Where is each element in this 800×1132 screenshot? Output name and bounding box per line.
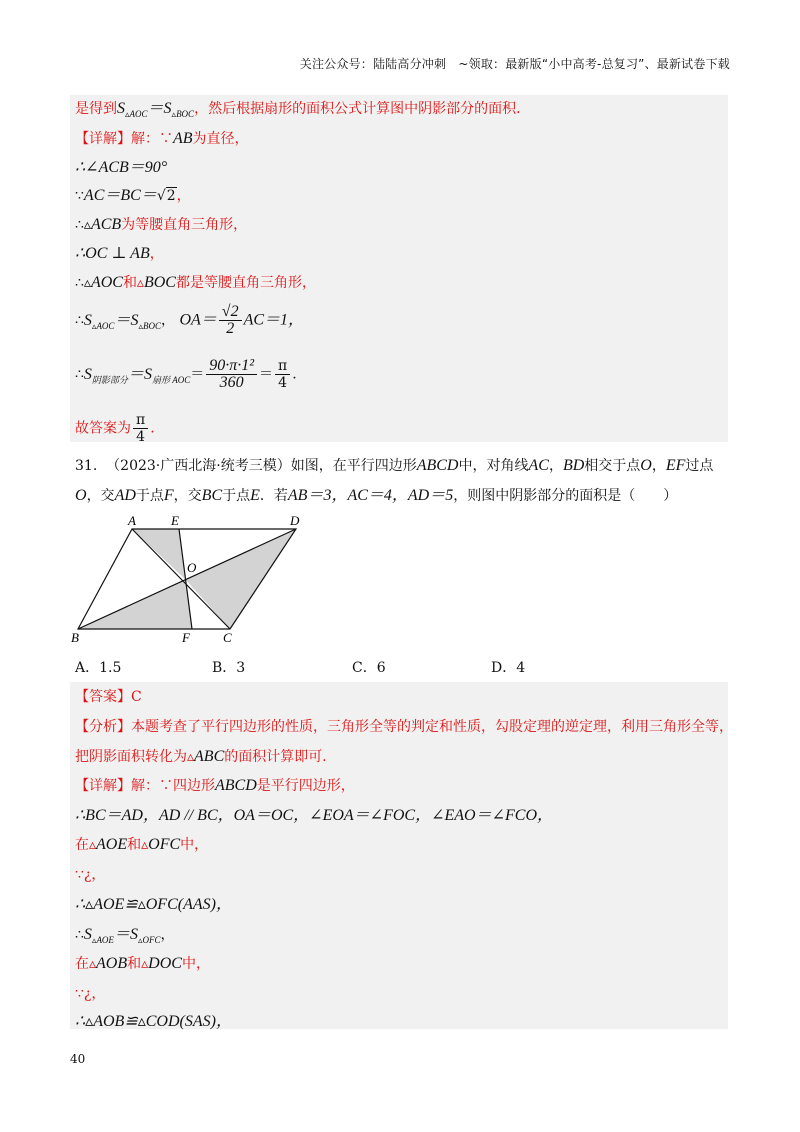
prev-line-8: $\therefore S_{▵AOC}=S_{▵BOC}$， OA＝ $\frac{√2}{2}$ AC＝1，	[75, 303, 305, 337]
detail-line-1: 【详解】解：∵四边形ABCD是平行四边形，	[75, 777, 355, 794]
label-d: D	[290, 513, 300, 528]
page-number: 40	[70, 1052, 86, 1066]
detail-line-4: ∵¿，	[75, 867, 106, 883]
choice-a[interactable]: A．1.5	[75, 660, 122, 676]
page-header: 关注公众号：陆陆高分冲刺 ~领取：最新版“小中高考-总复习”、最新试卷下载	[299, 57, 730, 71]
prev-answer-line: 故答案为 $\frac{\pi}{4}$ .	[75, 412, 155, 445]
choice-b[interactable]: B．3	[212, 660, 246, 676]
parallelogram-figure	[70, 512, 320, 647]
label-o: O	[187, 560, 197, 575]
question-line-1: 31. （2023·广西北海·统考三模）如图，在平行四边形ABCD中，对角线AC，BD相交于点O，EF过点	[75, 457, 714, 474]
label-b: B	[71, 630, 79, 645]
prev-line-1: 是得到$S_{▵AOC}=S_{▵BOC}$，然后根据扇形的面积公式计算图中阴影部分的面积．	[75, 100, 531, 119]
choice-d[interactable]: D．4	[491, 660, 526, 676]
analysis-line-1: 【分析】本题考查了平行四边形的性质，三角形全等的判定和性质，勾股定理的逆定理，利用三角形全等，	[75, 719, 733, 735]
label-c: C	[223, 630, 232, 645]
detail-line-3: 在▵AOE和▵OFC中，	[75, 836, 209, 853]
detail-line-5: ∴▵AOE≌▵OFC(AAS)，	[75, 896, 232, 913]
prev-line-5: ∴▵ACB为等腰直角三角形，	[75, 216, 248, 233]
prev-detail-line: 【详解】解：∵AB为直径，	[75, 130, 249, 147]
answer-line: 【答案】C	[75, 689, 142, 705]
label-a: A	[128, 513, 136, 528]
label-e: E	[171, 513, 179, 528]
question-line-2: O，交AD于点F，交BC于点E．若AB＝3，AC＝4，AD＝5，则图中阴影部分的面积是（ ）	[75, 487, 678, 504]
prev-line-4: ∵AC＝BC＝√2，	[75, 187, 191, 204]
prev-line-3: ∴∠ACB＝90°	[75, 159, 168, 176]
detail-line-7: 在▵AOB和▵DOC中，	[75, 955, 210, 972]
label-f: F	[182, 630, 190, 645]
detail-line-6: $\therefore S_{▵AOE}=S_{▵OFC}$，	[75, 926, 175, 945]
analysis-line-2: 把阴影面积转化为▵ABC的面积计算即可．	[75, 748, 337, 765]
detail-line-9: ∴▵AOB≌▵COD(SAS)，	[75, 1013, 232, 1030]
prev-line-7: ∴▵AOC和▵BOC都是等腰直角三角形，	[75, 274, 316, 291]
prev-line-6: ∴OC ⊥ AB，	[75, 245, 164, 262]
choice-c[interactable]: C．6	[352, 660, 386, 676]
detail-line-2: ∴BC＝AD，AD // BC，OA＝OC，∠EOA＝∠FOC，∠EAO＝∠FCO，	[75, 807, 554, 824]
detail-line-8: ∵¿，	[75, 986, 106, 1002]
prev-line-9: $\therefore S_{阴影部分}=S_{扇形 AOC}=$ $\frac{\text{90·π·1²}}{360}$ ＝ $\frac{\pi}{4}$ .	[75, 357, 297, 391]
